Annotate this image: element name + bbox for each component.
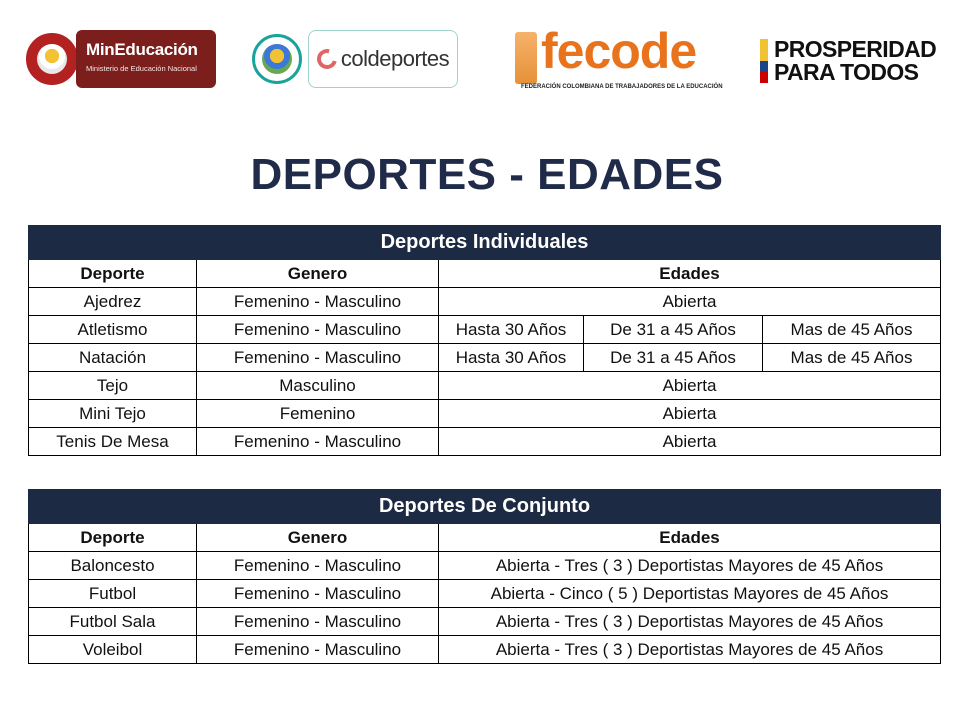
gender-cell: Femenino - Masculino <box>197 552 439 580</box>
mineducacion-title: MinEducación <box>86 40 198 59</box>
sport-cell: Baloncesto <box>29 552 197 580</box>
table-row <box>29 580 941 608</box>
age-category-cell: Hasta 30 Años <box>439 316 584 344</box>
sport-cell: Natación <box>29 344 197 372</box>
mineducacion-badge <box>76 30 216 88</box>
gender-cell: Femenino - Masculino <box>197 608 439 636</box>
ages-cell: Abierta - Tres ( 3 ) Deportistas Mayores de 45 Años <box>439 608 941 636</box>
sport-cell: Futbol Sala <box>29 608 197 636</box>
coldeportes-badge <box>308 30 458 88</box>
gender-cell: Femenino - Masculino <box>197 580 439 608</box>
column-header-gender: Genero <box>197 260 439 288</box>
colombia-seal-icon <box>26 33 78 85</box>
table-row <box>29 428 941 456</box>
column-header-ages: Edades <box>439 524 941 552</box>
individual-sports-table <box>28 225 941 456</box>
page-title: DEPORTES - EDADES <box>250 150 724 199</box>
table-row <box>29 552 941 580</box>
sport-cell: Tenis De Mesa <box>29 428 197 456</box>
team-heading: Deportes De Conjunto <box>29 490 941 524</box>
fecode-logo <box>515 23 723 96</box>
table-row <box>29 316 941 344</box>
colombia-flag-icon <box>760 39 768 83</box>
gender-cell: Femenino - Masculino <box>197 428 439 456</box>
table-row <box>29 288 941 316</box>
gender-cell: Femenino - Masculino <box>197 344 439 372</box>
age-category-cell: De 31 a 45 Años <box>584 344 763 372</box>
coldeportes-swoosh-icon <box>313 45 340 72</box>
ages-cell: Abierta - Tres ( 3 ) Deportistas Mayores de 45 Años <box>439 636 941 664</box>
prosperidad-text <box>774 38 936 84</box>
gender-cell: Masculino <box>197 372 439 400</box>
age-category-cell: De 31 a 45 Años <box>584 316 763 344</box>
sport-cell: Ajedrez <box>29 288 197 316</box>
gender-cell: Femenino - Masculino <box>197 288 439 316</box>
sport-cell: Atletismo <box>29 316 197 344</box>
sport-cell: Voleibol <box>29 636 197 664</box>
coldeportes-text: coldeportes <box>340 46 450 71</box>
fecode-figure-icon <box>515 32 537 84</box>
prosperidad-logo <box>760 38 936 84</box>
sport-cell: Futbol <box>29 580 197 608</box>
sport-cell: Mini Tejo <box>29 400 197 428</box>
age-category-cell: Hasta 30 Años <box>439 344 584 372</box>
age-category-cell: Mas de 45 Años <box>763 344 941 372</box>
gender-cell: Femenino <box>197 400 439 428</box>
coldeportes-logo <box>252 30 458 88</box>
team-sports-table <box>28 489 941 664</box>
table-row <box>29 372 941 400</box>
table-row <box>29 400 941 428</box>
age-category-cell: Mas de 45 Años <box>763 316 941 344</box>
sport-cell: Tejo <box>29 372 197 400</box>
table-row <box>29 636 941 664</box>
table-row <box>29 608 941 636</box>
prosperidad-line1: PROSPERIDAD <box>774 36 937 62</box>
column-header-gender: Genero <box>197 524 439 552</box>
mineducacion-logo <box>26 30 216 88</box>
ages-cell: Abierta - Cinco ( 5 ) Deportistas Mayores de 45 Años <box>439 580 941 608</box>
column-header-sport: Deporte <box>29 260 197 288</box>
ages-cell: Abierta - Tres ( 3 ) Deportistas Mayores de 45 Años <box>439 552 941 580</box>
column-header-sport: Deporte <box>29 524 197 552</box>
fecode-subtitle: FEDERACIÓN COLOMBIANA DE TRABAJADORES DE LA EDUCACIÓN <box>521 84 723 90</box>
column-header-ages: Edades <box>439 260 941 288</box>
ages-cell: Abierta <box>439 372 941 400</box>
fecode-text: fecode <box>541 23 697 79</box>
prosperidad-line2: PARA TODOS <box>774 59 919 85</box>
ages-cell: Abierta <box>439 428 941 456</box>
gender-cell: Femenino - Masculino <box>197 636 439 664</box>
colombia-seal-icon <box>252 34 302 84</box>
individual-heading: Deportes Individuales <box>29 226 941 260</box>
table-row <box>29 344 941 372</box>
ages-cell: Abierta <box>439 288 941 316</box>
mineducacion-subtitle: Ministerio de Educación Nacional <box>86 64 197 73</box>
gender-cell: Femenino - Masculino <box>197 316 439 344</box>
ages-cell: Abierta <box>439 400 941 428</box>
